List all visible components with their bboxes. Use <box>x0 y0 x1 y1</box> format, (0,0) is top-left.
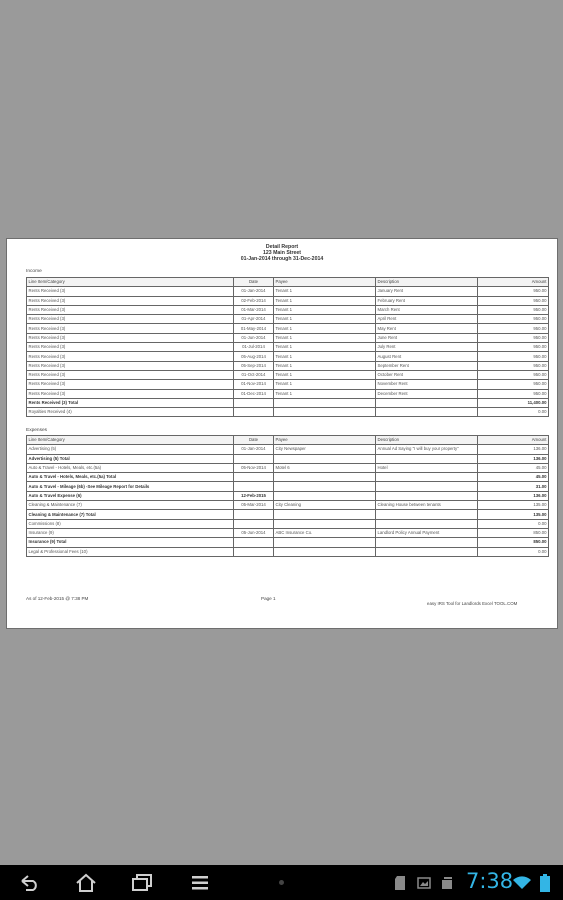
income-row <box>27 324 549 333</box>
cell-line-item: Rents Received (3) <box>27 305 234 314</box>
cell-amount: 0.00 <box>478 519 549 528</box>
cell-date: 01-Jul-2014 <box>234 343 274 352</box>
cell-line-item: Rents Received (3) Total <box>27 398 234 407</box>
cell-amount: 45.00 <box>478 463 549 472</box>
cell-date <box>234 398 274 407</box>
expense-row <box>27 519 549 528</box>
cell-date: 01-Jan-2014 <box>234 287 274 296</box>
income-row <box>27 343 549 352</box>
cell-payee: Tenant 1 <box>274 380 376 389</box>
cell-date: 05-Mar-2014 <box>234 501 274 510</box>
cell-payee <box>274 547 376 556</box>
expense-header-description: Description <box>376 436 478 445</box>
expense-total-row <box>27 538 549 547</box>
cell-description: Hotel <box>376 463 478 472</box>
cell-amount: 136.00 <box>478 445 549 454</box>
system-bar <box>0 865 563 900</box>
cell-description <box>376 408 478 417</box>
recent-apps-icon[interactable] <box>128 871 156 895</box>
income-row <box>27 333 549 342</box>
cell-description <box>376 473 478 482</box>
cell-date: 01-Mar-2014 <box>234 305 274 314</box>
expense-header-amount: Amount <box>478 436 549 445</box>
report-address: 123 Main Street <box>262 250 302 256</box>
cell-date: 05-Aug-2014 <box>234 352 274 361</box>
income-total-row <box>27 398 549 407</box>
cell-payee <box>274 491 376 500</box>
cell-amount: 950.00 <box>478 324 549 333</box>
cell-date <box>234 519 274 528</box>
clock: 7:38 <box>466 869 514 893</box>
expense-header-date: Date <box>234 436 274 445</box>
cell-line-item: Auto & Travel - Hotels, Meals, etc.(5a) Total <box>27 473 234 482</box>
cell-line-item: Advertising (5) <box>27 445 234 454</box>
report-title: Detail Report <box>265 244 299 250</box>
income-row <box>27 352 549 361</box>
cell-payee <box>274 398 376 407</box>
expense-header-payee: Payee <box>274 436 376 445</box>
cell-description: Cleaning House between tenants <box>376 501 478 510</box>
cell-amount: 950.00 <box>478 370 549 379</box>
cell-description: April Rent <box>376 315 478 324</box>
cell-payee: Tenant 1 <box>274 343 376 352</box>
income-row <box>27 361 549 370</box>
cell-line-item: Rents Received (3) <box>27 333 234 342</box>
cell-amount: 31.00 <box>478 482 549 491</box>
cell-date: 02-Feb-2014 <box>234 296 274 305</box>
cell-date: 05-Nov-2014 <box>234 463 274 472</box>
cell-payee <box>274 482 376 491</box>
cell-description: November Rent <box>376 380 478 389</box>
cell-line-item: Rents Received (3) <box>27 343 234 352</box>
cell-line-item: Royalties Received (4) <box>27 408 234 417</box>
cell-line-item: Insurance (9) <box>27 528 234 537</box>
footer-source: easy IRS Tool for Landlords Excel TOOL.COM <box>427 601 518 606</box>
expense-row <box>27 501 549 510</box>
cell-amount: 950.00 <box>478 361 549 370</box>
expense-header-line-item: Line Item/Category <box>27 436 234 445</box>
cell-line-item: Cleaning & Maintenance (7) <box>27 501 234 510</box>
cell-date: 01-Apr-2014 <box>234 315 274 324</box>
cell-amount: 0.00 <box>478 408 549 417</box>
cell-amount: 950.00 <box>478 287 549 296</box>
income-header-date: Date <box>234 278 274 287</box>
cell-line-item: Insurance (9) Total <box>27 538 234 547</box>
cell-amount: 950.00 <box>478 343 549 352</box>
cell-amount: 950.00 <box>478 389 549 398</box>
media-icon <box>440 865 454 900</box>
cell-description <box>376 491 478 500</box>
cell-amount: 136.00 <box>478 491 549 500</box>
cell-description: Landlord Policy Annual Payment <box>376 528 478 537</box>
footer-page-number: Page 1 <box>261 596 276 601</box>
cell-amount: 135.00 <box>478 501 549 510</box>
cell-line-item: Auto & Travel Expense (6) <box>27 491 234 500</box>
report-page <box>7 239 557 628</box>
cell-line-item: Cleaning & Maintenance (7) Total <box>27 510 234 519</box>
income-row <box>27 296 549 305</box>
cell-payee <box>274 473 376 482</box>
cell-payee: ABC Insurance Co. <box>274 528 376 537</box>
income-row <box>27 287 549 296</box>
expense-row <box>27 445 549 454</box>
income-header-line-item: Line Item/Category <box>27 278 234 287</box>
cell-amount: 950.00 <box>478 333 549 342</box>
cell-payee: Tenant 1 <box>274 352 376 361</box>
cell-payee: City Newspaper <box>274 445 376 454</box>
expenses-table <box>26 435 549 557</box>
cell-date <box>234 547 274 556</box>
cell-amount: 135.00 <box>478 510 549 519</box>
cell-date: 05-Jun-2014 <box>234 528 274 537</box>
footer-timestamp: As of 12-Feb-2015 @ 7:38 PM <box>26 596 89 601</box>
cell-line-item: Rents Received (3) <box>27 315 234 324</box>
cell-line-item: Rents Received (3) <box>27 352 234 361</box>
income-row <box>27 389 549 398</box>
cell-payee: Tenant 1 <box>274 287 376 296</box>
cell-amount: 11,400.00 <box>478 398 549 407</box>
cell-line-item: Rents Received (3) <box>27 361 234 370</box>
expense-total-row <box>27 510 549 519</box>
cell-payee <box>274 538 376 547</box>
cell-payee: Tenant 1 <box>274 296 376 305</box>
cell-description: July Rent <box>376 343 478 352</box>
cell-date: 01-May-2014 <box>234 324 274 333</box>
battery-icon <box>540 865 550 900</box>
back-icon[interactable] <box>16 871 44 895</box>
expense-row <box>27 528 549 537</box>
cell-amount: 950.00 <box>478 352 549 361</box>
cell-payee: Tenant 1 <box>274 361 376 370</box>
cell-date <box>234 482 274 491</box>
income-header-amount: Amount <box>478 278 549 287</box>
cell-line-item: Rents Received (3) <box>27 370 234 379</box>
cell-payee <box>274 510 376 519</box>
cell-description <box>376 454 478 463</box>
cell-description: January Rent <box>376 287 478 296</box>
income-row <box>27 408 549 417</box>
image-notification-icon <box>417 865 431 900</box>
cell-description: October Rent <box>376 370 478 379</box>
cell-date: 01-Jan-2014 <box>234 445 274 454</box>
cell-line-item: Rents Received (3) <box>27 296 234 305</box>
cell-amount: 0.00 <box>478 547 549 556</box>
cell-line-item: Auto & Travel - Hotels, Meals, etc.(5a) <box>27 463 234 472</box>
income-table <box>26 277 549 417</box>
wifi-icon <box>513 865 531 900</box>
cell-description: May Rent <box>376 324 478 333</box>
cell-payee <box>274 454 376 463</box>
cell-payee: Tenant 1 <box>274 333 376 342</box>
expense-total-row <box>27 473 549 482</box>
cell-date: 01-Jun-2014 <box>234 333 274 342</box>
cell-payee: Motel 6 <box>274 463 376 472</box>
cell-date: 01-Oct-2014 <box>234 370 274 379</box>
cell-date <box>234 473 274 482</box>
cell-description <box>376 482 478 491</box>
cell-amount: 850.00 <box>478 538 549 547</box>
cell-amount: 950.00 <box>478 380 549 389</box>
cell-payee <box>274 519 376 528</box>
expense-total-row <box>27 482 549 491</box>
cell-description: February Rent <box>376 296 478 305</box>
cell-description <box>376 510 478 519</box>
cell-date <box>234 538 274 547</box>
cell-description <box>376 547 478 556</box>
cell-date <box>234 408 274 417</box>
menu-icon[interactable] <box>186 871 214 895</box>
income-header-payee: Payee <box>274 278 376 287</box>
cell-description: Annual Ad Saying "I will buy your property" <box>376 445 478 454</box>
cell-payee: City Cleaning <box>274 501 376 510</box>
report-date-range: 01-Jan-2014 through 31-Dec-2014 <box>240 256 324 262</box>
cell-payee: Tenant 1 <box>274 370 376 379</box>
cell-payee: Tenant 1 <box>274 324 376 333</box>
cell-date <box>234 454 274 463</box>
cell-description: December Rent <box>376 389 478 398</box>
cell-amount: 950.00 <box>478 315 549 324</box>
income-label: Income <box>26 269 42 274</box>
cell-date: 01-Dec-2014 <box>234 389 274 398</box>
cell-amount: 45.00 <box>478 473 549 482</box>
cell-line-item: Commissions (8) <box>27 519 234 528</box>
cell-payee <box>274 408 376 417</box>
cell-date: 12-Feb-2015 <box>234 491 274 500</box>
cell-line-item: Advertising (5) Total <box>27 454 234 463</box>
expense-total-row <box>27 491 549 500</box>
cell-description <box>376 538 478 547</box>
cell-line-item: Legal & Professional Fees (10) <box>27 547 234 556</box>
cell-description: June Rent <box>376 333 478 342</box>
cell-date: 05-Sep-2014 <box>234 361 274 370</box>
income-row <box>27 315 549 324</box>
sd-card-icon <box>394 865 406 900</box>
income-row <box>27 380 549 389</box>
cell-line-item: Rents Received (3) <box>27 389 234 398</box>
cell-line-item: Rents Received (3) <box>27 287 234 296</box>
cell-date <box>234 510 274 519</box>
income-header-description: Description <box>376 278 478 287</box>
cell-payee: Tenant 1 <box>274 389 376 398</box>
cell-description <box>376 398 478 407</box>
cell-amount: 850.00 <box>478 528 549 537</box>
cell-payee: Tenant 1 <box>274 315 376 324</box>
cell-payee: Tenant 1 <box>274 305 376 314</box>
expense-total-row <box>27 454 549 463</box>
expense-row <box>27 463 549 472</box>
cell-description: September Rent <box>376 361 478 370</box>
cell-date: 01-Nov-2014 <box>234 380 274 389</box>
expenses-label: Expenses <box>26 428 48 433</box>
expense-row <box>27 547 549 556</box>
cell-line-item: Rents Received (3) <box>27 324 234 333</box>
cell-description: August Rent <box>376 352 478 361</box>
pager-dot <box>279 880 284 885</box>
cell-description <box>376 519 478 528</box>
cell-line-item: Auto & Travel - Mileage (6b) -See Mileage Report for Details <box>27 482 234 491</box>
cell-line-item: Rents Received (3) <box>27 380 234 389</box>
cell-amount: 950.00 <box>478 296 549 305</box>
home-icon[interactable] <box>72 871 100 895</box>
income-row <box>27 305 549 314</box>
cell-description: March Rent <box>376 305 478 314</box>
cell-amount: 950.00 <box>478 305 549 314</box>
cell-amount: 136.00 <box>478 454 549 463</box>
income-row <box>27 370 549 379</box>
